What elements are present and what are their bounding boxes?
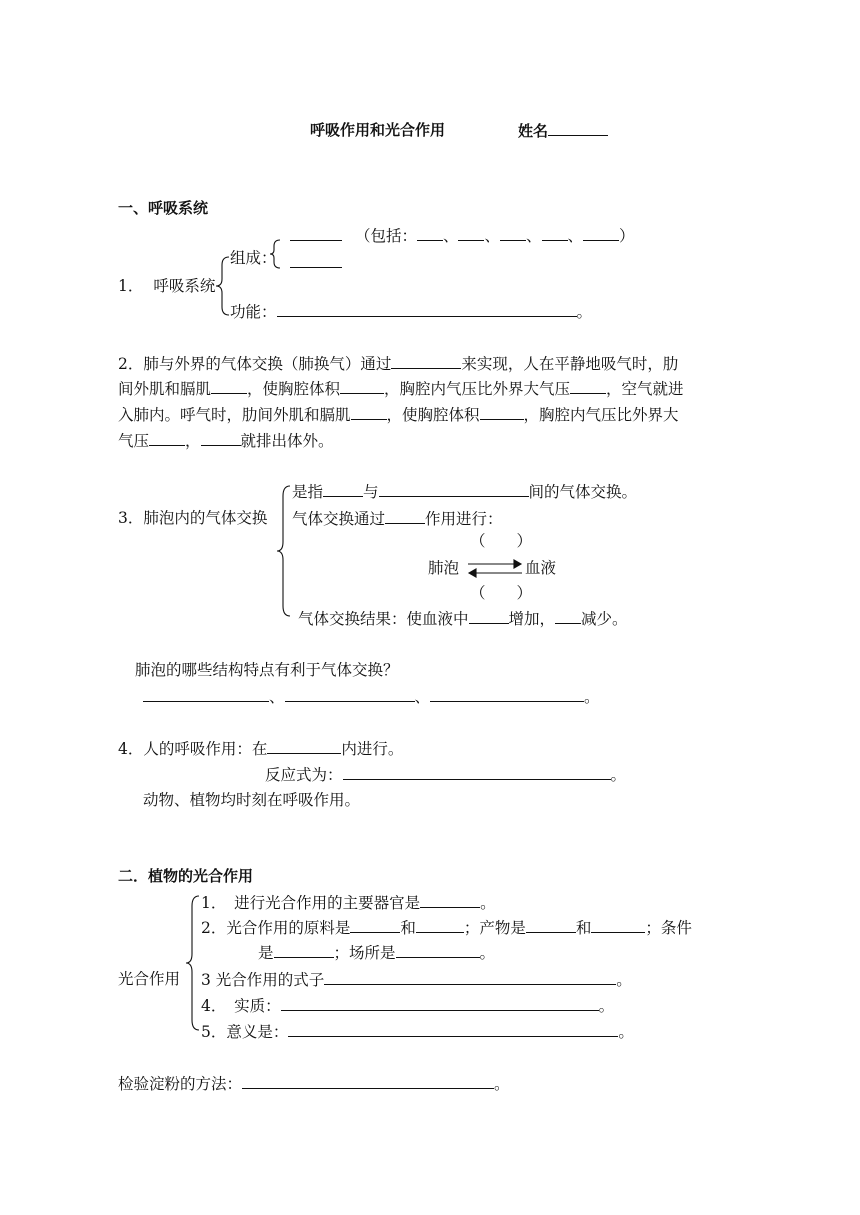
blank[interactable] bbox=[591, 917, 645, 933]
blank[interactable] bbox=[211, 378, 247, 394]
q4-note: 动物、植物均时刻在呼吸作用。 bbox=[143, 791, 361, 809]
brace-respiratory-system bbox=[215, 255, 231, 317]
blank[interactable] bbox=[143, 686, 269, 702]
blank[interactable] bbox=[385, 508, 425, 524]
q3-result: 气体交换结果：使血液中 增加， 减少。 bbox=[298, 610, 628, 628]
name-field bbox=[518, 120, 608, 141]
q4-line-2: 反应式为： 。 bbox=[265, 766, 627, 784]
q3-label: 3．肺泡内的气体交换 bbox=[118, 509, 268, 527]
alveoli-features-answers: 、 、 。 bbox=[143, 686, 600, 707]
blank[interactable] bbox=[417, 225, 443, 241]
blank[interactable] bbox=[201, 430, 241, 446]
brace-photosynthesis bbox=[185, 894, 201, 1032]
blank[interactable] bbox=[281, 995, 599, 1011]
name-label: 姓名 bbox=[518, 122, 549, 140]
blank[interactable] bbox=[396, 942, 480, 958]
brace-alveolar-exchange bbox=[276, 484, 292, 618]
blank[interactable] bbox=[430, 686, 584, 702]
ps-item-4: 4． 实质： 。 bbox=[201, 997, 615, 1015]
paren-bottom[interactable]: （ ） bbox=[470, 584, 533, 602]
blank[interactable] bbox=[242, 1073, 494, 1089]
paren-top[interactable]: （ ） bbox=[470, 532, 533, 550]
composition-label: 组成： bbox=[230, 249, 277, 267]
name-blank[interactable] bbox=[548, 120, 608, 136]
q2-line-1: 2．肺与外界的气体交换（肺换气）通过 来实现，人在平静地吸气时，肋 bbox=[118, 355, 679, 373]
blank[interactable] bbox=[458, 225, 484, 241]
blank[interactable] bbox=[340, 378, 384, 394]
blank[interactable] bbox=[555, 608, 581, 624]
blank[interactable] bbox=[149, 430, 185, 446]
q2-line-3: 入肺内。呼气时，肋间外肌和膈肌 ，使胸腔体积 ，胸腔内气压比外界大 bbox=[118, 406, 679, 424]
blank[interactable] bbox=[285, 686, 415, 702]
blank[interactable] bbox=[288, 1021, 618, 1037]
blank[interactable] bbox=[526, 917, 576, 933]
blank[interactable] bbox=[542, 225, 568, 241]
starch-test-line: 检验淀粉的方法： 。 bbox=[118, 1075, 510, 1093]
exchange-arrows-icon bbox=[466, 559, 524, 579]
blank[interactable] bbox=[290, 225, 342, 241]
blank[interactable] bbox=[570, 378, 606, 394]
q1-label: 1． 呼吸系统 bbox=[118, 277, 216, 295]
blank[interactable] bbox=[391, 353, 461, 369]
section-heading-photosynthesis: 二．植物的光合作用 bbox=[118, 867, 254, 885]
q3-line-1: 是指 与 间的气体交换。 bbox=[292, 483, 638, 501]
blank[interactable] bbox=[480, 404, 524, 420]
composition-line-2 bbox=[290, 252, 342, 273]
blank[interactable] bbox=[274, 942, 334, 958]
composition-line-1: （包括： 、 、 、 、 ） bbox=[290, 225, 635, 246]
blank[interactable] bbox=[379, 481, 529, 497]
ps-item-3: 3 光合作用的式子 。 bbox=[201, 971, 632, 989]
section-heading-respiratory: 一、呼吸系统 bbox=[118, 199, 209, 217]
blank[interactable] bbox=[420, 892, 480, 908]
q2-line-4: 气压 ， 就排出体外。 bbox=[118, 432, 334, 450]
blank[interactable] bbox=[351, 404, 387, 420]
equation-blank[interactable] bbox=[343, 764, 611, 780]
q2-line-2: 间外肌和膈肌 ，使胸腔体积 ，胸腔内气压比外界大气压 ，空气就进 bbox=[118, 380, 684, 398]
ps-item-5: 5．意义是： 。 bbox=[201, 1023, 634, 1041]
ps-item-2-cont: 是 ；场所是 。 bbox=[258, 944, 496, 962]
blank[interactable] bbox=[350, 917, 400, 933]
brace-composition bbox=[270, 238, 284, 270]
blank[interactable] bbox=[469, 608, 509, 624]
blood-label: 血液 bbox=[525, 559, 557, 577]
ps-item-1: 1． 进行光合作用的主要器官是 。 bbox=[201, 894, 496, 912]
q3-line-2: 气体交换通过 作用进行： bbox=[292, 510, 503, 528]
alveoli-features-question: 肺泡的哪些结构特点有利于气体交换？ bbox=[135, 661, 399, 679]
blank[interactable] bbox=[324, 969, 616, 985]
blank[interactable] bbox=[290, 252, 342, 268]
photosynthesis-label: 光合作用 bbox=[118, 970, 181, 988]
q4-line-1: 4．人的呼吸作用：在 内进行。 bbox=[118, 740, 404, 758]
blank[interactable] bbox=[500, 225, 526, 241]
alveoli-label: 肺泡 bbox=[428, 559, 460, 577]
function-blank[interactable] bbox=[277, 301, 577, 317]
blank[interactable] bbox=[583, 225, 619, 241]
function-line: 功能： 。 bbox=[230, 303, 593, 321]
blank[interactable] bbox=[267, 738, 341, 754]
ps-item-2: 2．光合作用的原料是 和 ；产物是 和 ；条件 bbox=[201, 919, 692, 937]
blank[interactable] bbox=[416, 917, 464, 933]
page-title bbox=[310, 120, 445, 140]
blank[interactable] bbox=[323, 481, 363, 497]
worksheet-title: 呼吸作用和光合作用 bbox=[310, 121, 446, 139]
